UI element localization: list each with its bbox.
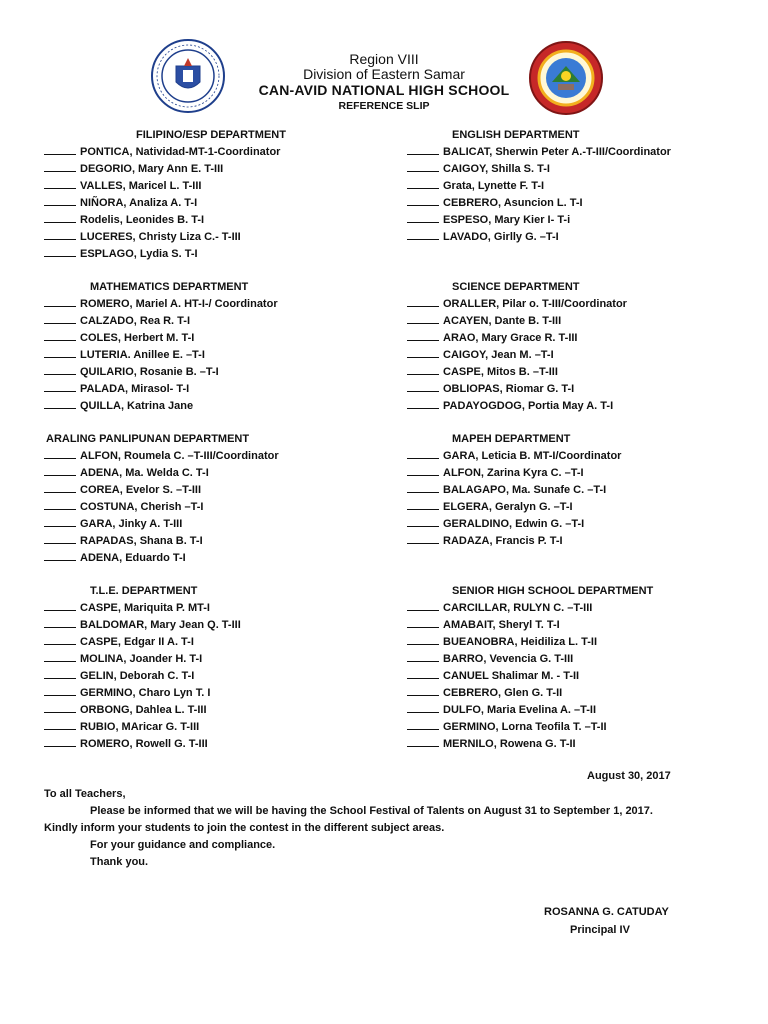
teacher-name: ELGERA, Geralyn G. –T-I <box>443 501 573 513</box>
teacher-entry <box>44 161 286 178</box>
teacher-entry <box>44 178 286 195</box>
department-title: SCIENCE DEPARTMENT <box>452 281 580 293</box>
checkbox-blank-line[interactable] <box>44 720 76 730</box>
teacher-name: QUILARIO, Rosanie B. –T-I <box>80 366 219 378</box>
teacher-entry <box>44 702 241 719</box>
checkbox-blank-line[interactable] <box>407 483 439 493</box>
teacher-name: OBLIOPAS, Riomar G. T-I <box>443 383 575 395</box>
checkbox-blank-line[interactable] <box>44 601 76 611</box>
letter-closing-1: For your guidance and compliance. <box>90 839 276 851</box>
checkbox-blank-line[interactable] <box>44 466 76 476</box>
teacher-entry <box>407 651 653 668</box>
mathematics-department <box>44 279 278 415</box>
signatory-name: ROSANNA G. CATUDAY <box>544 906 669 918</box>
teacher-name: CEBRERO, Glen G. T-II <box>443 687 563 699</box>
teacher-entry <box>407 668 653 685</box>
teacher-entry <box>44 634 241 651</box>
teacher-name: PALADA, Mirasol- T-I <box>80 383 190 395</box>
checkbox-blank-line[interactable] <box>44 297 76 307</box>
checkbox-blank-line[interactable] <box>44 230 76 240</box>
teacher-entry <box>407 600 653 617</box>
teacher-entry <box>44 516 279 533</box>
teacher-name: GARA, Jinky A. T-III <box>80 518 183 530</box>
checkbox-blank-line[interactable] <box>44 686 76 696</box>
checkbox-blank-line[interactable] <box>407 669 439 679</box>
teacher-name: LUCERES, Christy Liza C.- T-III <box>80 231 241 243</box>
checkbox-blank-line[interactable] <box>407 601 439 611</box>
teacher-entry <box>44 212 286 229</box>
checkbox-blank-line[interactable] <box>44 669 76 679</box>
teacher-name: GARA, Leticia B. MT-I/Coordinator <box>443 450 622 462</box>
teacher-entry <box>407 195 671 212</box>
teacher-entry <box>44 229 286 246</box>
teacher-entry <box>44 364 278 381</box>
teacher-entry <box>407 144 671 161</box>
teacher-entry <box>407 212 671 229</box>
checkbox-blank-line[interactable] <box>44 737 76 747</box>
teacher-name: DEGORIO, Mary Ann E. T-III <box>80 163 224 175</box>
teacher-entry <box>407 685 653 702</box>
department-title: FILIPINO/ESP DEPARTMENT <box>136 129 286 141</box>
checkbox-blank-line[interactable] <box>44 483 76 493</box>
teacher-name: BALAGAPO, Ma. Sunafe C. –T-I <box>443 484 607 496</box>
department-title: ENGLISH DEPARTMENT <box>452 129 580 141</box>
checkbox-blank-line[interactable] <box>44 382 76 392</box>
teacher-entry <box>44 533 279 550</box>
teacher-entry <box>44 381 278 398</box>
tle-department <box>44 583 241 753</box>
teacher-name: RADAZA, Francis P. T-I <box>443 535 563 547</box>
teacher-entry <box>44 330 278 347</box>
department-title: MATHEMATICS DEPARTMENT <box>90 281 249 293</box>
teacher-name: CALZADO, Rea R. T-I <box>80 315 191 327</box>
teacher-entry <box>44 296 278 313</box>
checkbox-blank-line[interactable] <box>407 348 439 358</box>
checkbox-blank-line[interactable] <box>407 162 439 172</box>
filipino-department <box>44 127 286 263</box>
checkbox-blank-line[interactable] <box>407 145 439 155</box>
teacher-entry <box>44 651 241 668</box>
checkbox-blank-line[interactable] <box>407 500 439 510</box>
science-department <box>407 279 627 415</box>
checkbox-blank-line[interactable] <box>407 297 439 307</box>
signatory-title: Principal IV <box>570 924 630 936</box>
teacher-name: ROMERO, Rowell G. T-III <box>80 738 208 750</box>
checkbox-blank-line[interactable] <box>44 517 76 527</box>
teacher-name: GERALDINO, Edwin G. –T-I <box>443 518 585 530</box>
checkbox-blank-line[interactable] <box>44 365 76 375</box>
checkbox-blank-line[interactable] <box>44 703 76 713</box>
teacher-name: ESPLAGO, Lydia S. T-I <box>80 248 198 260</box>
teacher-entry <box>407 178 671 195</box>
checkbox-blank-line[interactable] <box>407 686 439 696</box>
teacher-name: COSTUNA, Cherish –T-I <box>80 501 204 513</box>
teacher-name: COLES, Herbert M. T-I <box>80 332 195 344</box>
teacher-entry <box>407 634 653 651</box>
teacher-entry <box>44 600 241 617</box>
teacher-name: CAIGOY, Jean M. –T-I <box>443 349 554 361</box>
teacher-entry <box>44 246 286 263</box>
teacher-name: AMABAIT, Sheryl T. T-I <box>443 619 560 631</box>
letter-paragraph-2: Kindly inform your students to join the contest in the different subject areas. <box>44 822 445 834</box>
senior-high-school-department <box>407 583 653 753</box>
teacher-name: ALFON, Roumela C. –T-III/Coordinator <box>80 450 279 462</box>
teacher-entry <box>44 550 279 567</box>
teacher-name: ROMERO, Mariel A. HT-I-/ Coordinator <box>80 298 278 310</box>
teacher-entry <box>407 533 621 550</box>
teacher-name: BUEANOBRA, Heidiliza L. T-II <box>443 636 598 648</box>
checkbox-blank-line[interactable] <box>44 331 76 341</box>
teacher-entry <box>407 398 627 415</box>
teacher-entry <box>44 313 278 330</box>
teacher-name: ARAO, Mary Grace R. T-III <box>443 332 578 344</box>
department-title: T.L.E. DEPARTMENT <box>90 585 198 597</box>
teacher-entry <box>407 161 671 178</box>
checkbox-blank-line[interactable] <box>44 652 76 662</box>
checkbox-blank-line[interactable] <box>407 382 439 392</box>
checkbox-blank-line[interactable] <box>407 652 439 662</box>
document-title: REFERENCE SLIP <box>338 100 430 112</box>
document-header <box>0 52 768 114</box>
checkbox-blank-line[interactable] <box>407 179 439 189</box>
checkbox-blank-line[interactable] <box>44 534 76 544</box>
region-label: Region VIII <box>349 51 419 67</box>
checkbox-blank-line[interactable] <box>44 348 76 358</box>
teacher-name: GELIN, Deborah C. T-I <box>80 670 195 682</box>
teacher-name: BARRO, Vevencia G. T-III <box>443 653 574 665</box>
teacher-name: Rodelis, Leonides B. T-I <box>80 214 205 226</box>
school-name: CAN-AVID NATIONAL HIGH SCHOOL <box>258 82 510 98</box>
teacher-entry <box>44 195 286 212</box>
teacher-name: MOLINA, Joander H. T-I <box>80 653 203 665</box>
checkbox-blank-line[interactable] <box>407 720 439 730</box>
checkbox-blank-line[interactable] <box>407 213 439 223</box>
checkbox-blank-line[interactable] <box>44 449 76 459</box>
teacher-entry <box>407 381 627 398</box>
teacher-entry <box>44 448 279 465</box>
teacher-name: CAIGOY, Shilla S. T-I <box>443 163 550 175</box>
teacher-entry <box>44 482 279 499</box>
teacher-name: ADENA, Eduardo T-I <box>80 552 186 564</box>
teacher-entry <box>44 617 241 634</box>
checkbox-blank-line[interactable] <box>44 500 76 510</box>
checkbox-blank-line[interactable] <box>407 466 439 476</box>
teacher-name: GERMINO, Charo Lyn T. I <box>80 687 211 699</box>
teacher-entry <box>407 364 627 381</box>
teacher-name: ALFON, Zarina Kyra C. –T-I <box>443 467 584 479</box>
teacher-entry <box>44 347 278 364</box>
checkbox-blank-line[interactable] <box>407 314 439 324</box>
teacher-entry <box>407 499 621 516</box>
checkbox-blank-line[interactable] <box>407 534 439 544</box>
teacher-name: NIÑORA, Analiza A. T-I <box>80 197 198 209</box>
checkbox-blank-line[interactable] <box>407 737 439 747</box>
letter-date: August 30, 2017 <box>587 770 671 782</box>
checkbox-blank-line[interactable] <box>407 399 439 409</box>
letter-body <box>44 786 734 871</box>
teacher-name: Grata, Lynette F. T-I <box>443 180 545 192</box>
teacher-entry <box>407 736 653 753</box>
teacher-name: RUBIO, MAricar G. T-III <box>80 721 200 733</box>
mapeh-department <box>407 431 621 550</box>
teacher-entry <box>44 499 279 516</box>
teacher-entry <box>44 736 241 753</box>
teacher-name: COREA, Evelor S. –T-III <box>80 484 202 496</box>
checkbox-blank-line[interactable] <box>407 618 439 628</box>
teacher-entry <box>407 516 621 533</box>
teacher-entry <box>44 685 241 702</box>
teacher-entry <box>407 482 621 499</box>
salutation: To all Teachers, <box>44 788 126 800</box>
teacher-entry <box>44 465 279 482</box>
teacher-name: ACAYEN, Dante B. T-III <box>443 315 562 327</box>
teacher-name: CASPE, Edgar II A. T-I <box>80 636 194 648</box>
teacher-name: CARCILLAR, RULYN C. –T-III <box>443 602 593 614</box>
checkbox-blank-line[interactable] <box>44 179 76 189</box>
teacher-entry <box>44 398 278 415</box>
teacher-entry <box>407 448 621 465</box>
teacher-name: ADENA, Ma. Welda C. T-I <box>80 467 209 479</box>
teacher-entry <box>407 296 627 313</box>
teacher-entry <box>44 719 241 736</box>
checkbox-blank-line[interactable] <box>44 314 76 324</box>
checkbox-blank-line[interactable] <box>407 517 439 527</box>
teacher-name: RAPADAS, Shana B. T-I <box>80 535 203 547</box>
teacher-entry <box>407 347 627 364</box>
teacher-name: ORALLER, Pilar o. T-III/Coordinator <box>443 298 627 310</box>
teacher-name: ESPESO, Mary Kier I- T-i <box>443 214 571 226</box>
araling-panlipunan-department <box>44 431 279 567</box>
checkbox-blank-line[interactable] <box>44 399 76 409</box>
teacher-name: CASPE, Mitos B. –T-III <box>443 366 558 378</box>
checkbox-blank-line[interactable] <box>44 635 76 645</box>
department-title: SENIOR HIGH SCHOOL DEPARTMENT <box>452 585 654 597</box>
checkbox-blank-line[interactable] <box>407 703 439 713</box>
teacher-entry <box>407 229 671 246</box>
teacher-entry <box>407 719 653 736</box>
teacher-entry <box>44 668 241 685</box>
teacher-entry <box>407 465 621 482</box>
teacher-name: MERNILO, Rowena G. T-II <box>443 738 576 750</box>
teacher-name: CEBRERO, Asuncion L. T-I <box>443 197 583 209</box>
teacher-name: VALLES, Maricel L. T-III <box>80 180 202 192</box>
checkbox-blank-line[interactable] <box>407 635 439 645</box>
english-department <box>407 127 671 246</box>
teacher-entry <box>407 702 653 719</box>
checkbox-blank-line[interactable] <box>44 213 76 223</box>
teacher-name: LAVADO, Girlly G. –T-I <box>443 231 559 243</box>
teacher-name: BALICAT, Sherwin Peter A.-T-III/Coordinator <box>443 146 671 158</box>
teacher-name: BALDOMAR, Mary Jean Q. T-III <box>80 619 241 631</box>
department-title: ARALING PANLIPUNAN DEPARTMENT <box>46 433 250 445</box>
teacher-name: QUILLA, Katrina Jane <box>80 400 194 412</box>
letter-paragraph-1: Please be informed that we will be having the School Festival of Talents on August 31 to September 1, 2017. <box>90 805 653 817</box>
teacher-name: CANUEL Shalimar M. - T-II <box>443 670 580 682</box>
checkbox-blank-line[interactable] <box>44 247 76 257</box>
teacher-entry <box>407 330 627 347</box>
checkbox-blank-line[interactable] <box>407 449 439 459</box>
teacher-name: CASPE, Mariquita P. MT-I <box>80 602 210 614</box>
checkbox-blank-line[interactable] <box>407 196 439 206</box>
checkbox-blank-line[interactable] <box>407 331 439 341</box>
checkbox-blank-line[interactable] <box>407 365 439 375</box>
checkbox-blank-line[interactable] <box>407 230 439 240</box>
teacher-name: GERMINO, Lorna Teofila T. –T-II <box>443 721 607 733</box>
department-title: MAPEH DEPARTMENT <box>452 433 571 445</box>
checkbox-blank-line[interactable] <box>44 162 76 172</box>
teacher-name: PADAYOGDOG, Portia May A. T-I <box>443 400 614 412</box>
teacher-name: LUTERIA. Anillee E. –T-I <box>80 349 205 361</box>
letter-closing-2: Thank you. <box>90 856 149 868</box>
checkbox-blank-line[interactable] <box>44 551 76 561</box>
teacher-entry <box>44 144 286 161</box>
checkbox-blank-line[interactable] <box>44 145 76 155</box>
teacher-name: PONTICA, Natividad-MT-1-Coordinator <box>80 146 281 158</box>
checkbox-blank-line[interactable] <box>44 196 76 206</box>
checkbox-blank-line[interactable] <box>44 618 76 628</box>
teacher-name: ORBONG, Dahlea L. T-III <box>80 704 207 716</box>
teacher-entry <box>407 617 653 634</box>
teacher-entry <box>407 313 627 330</box>
teacher-name: DULFO, Maria Evelina A. –T-II <box>443 704 597 716</box>
division-label: Division of Eastern Samar <box>303 66 465 82</box>
